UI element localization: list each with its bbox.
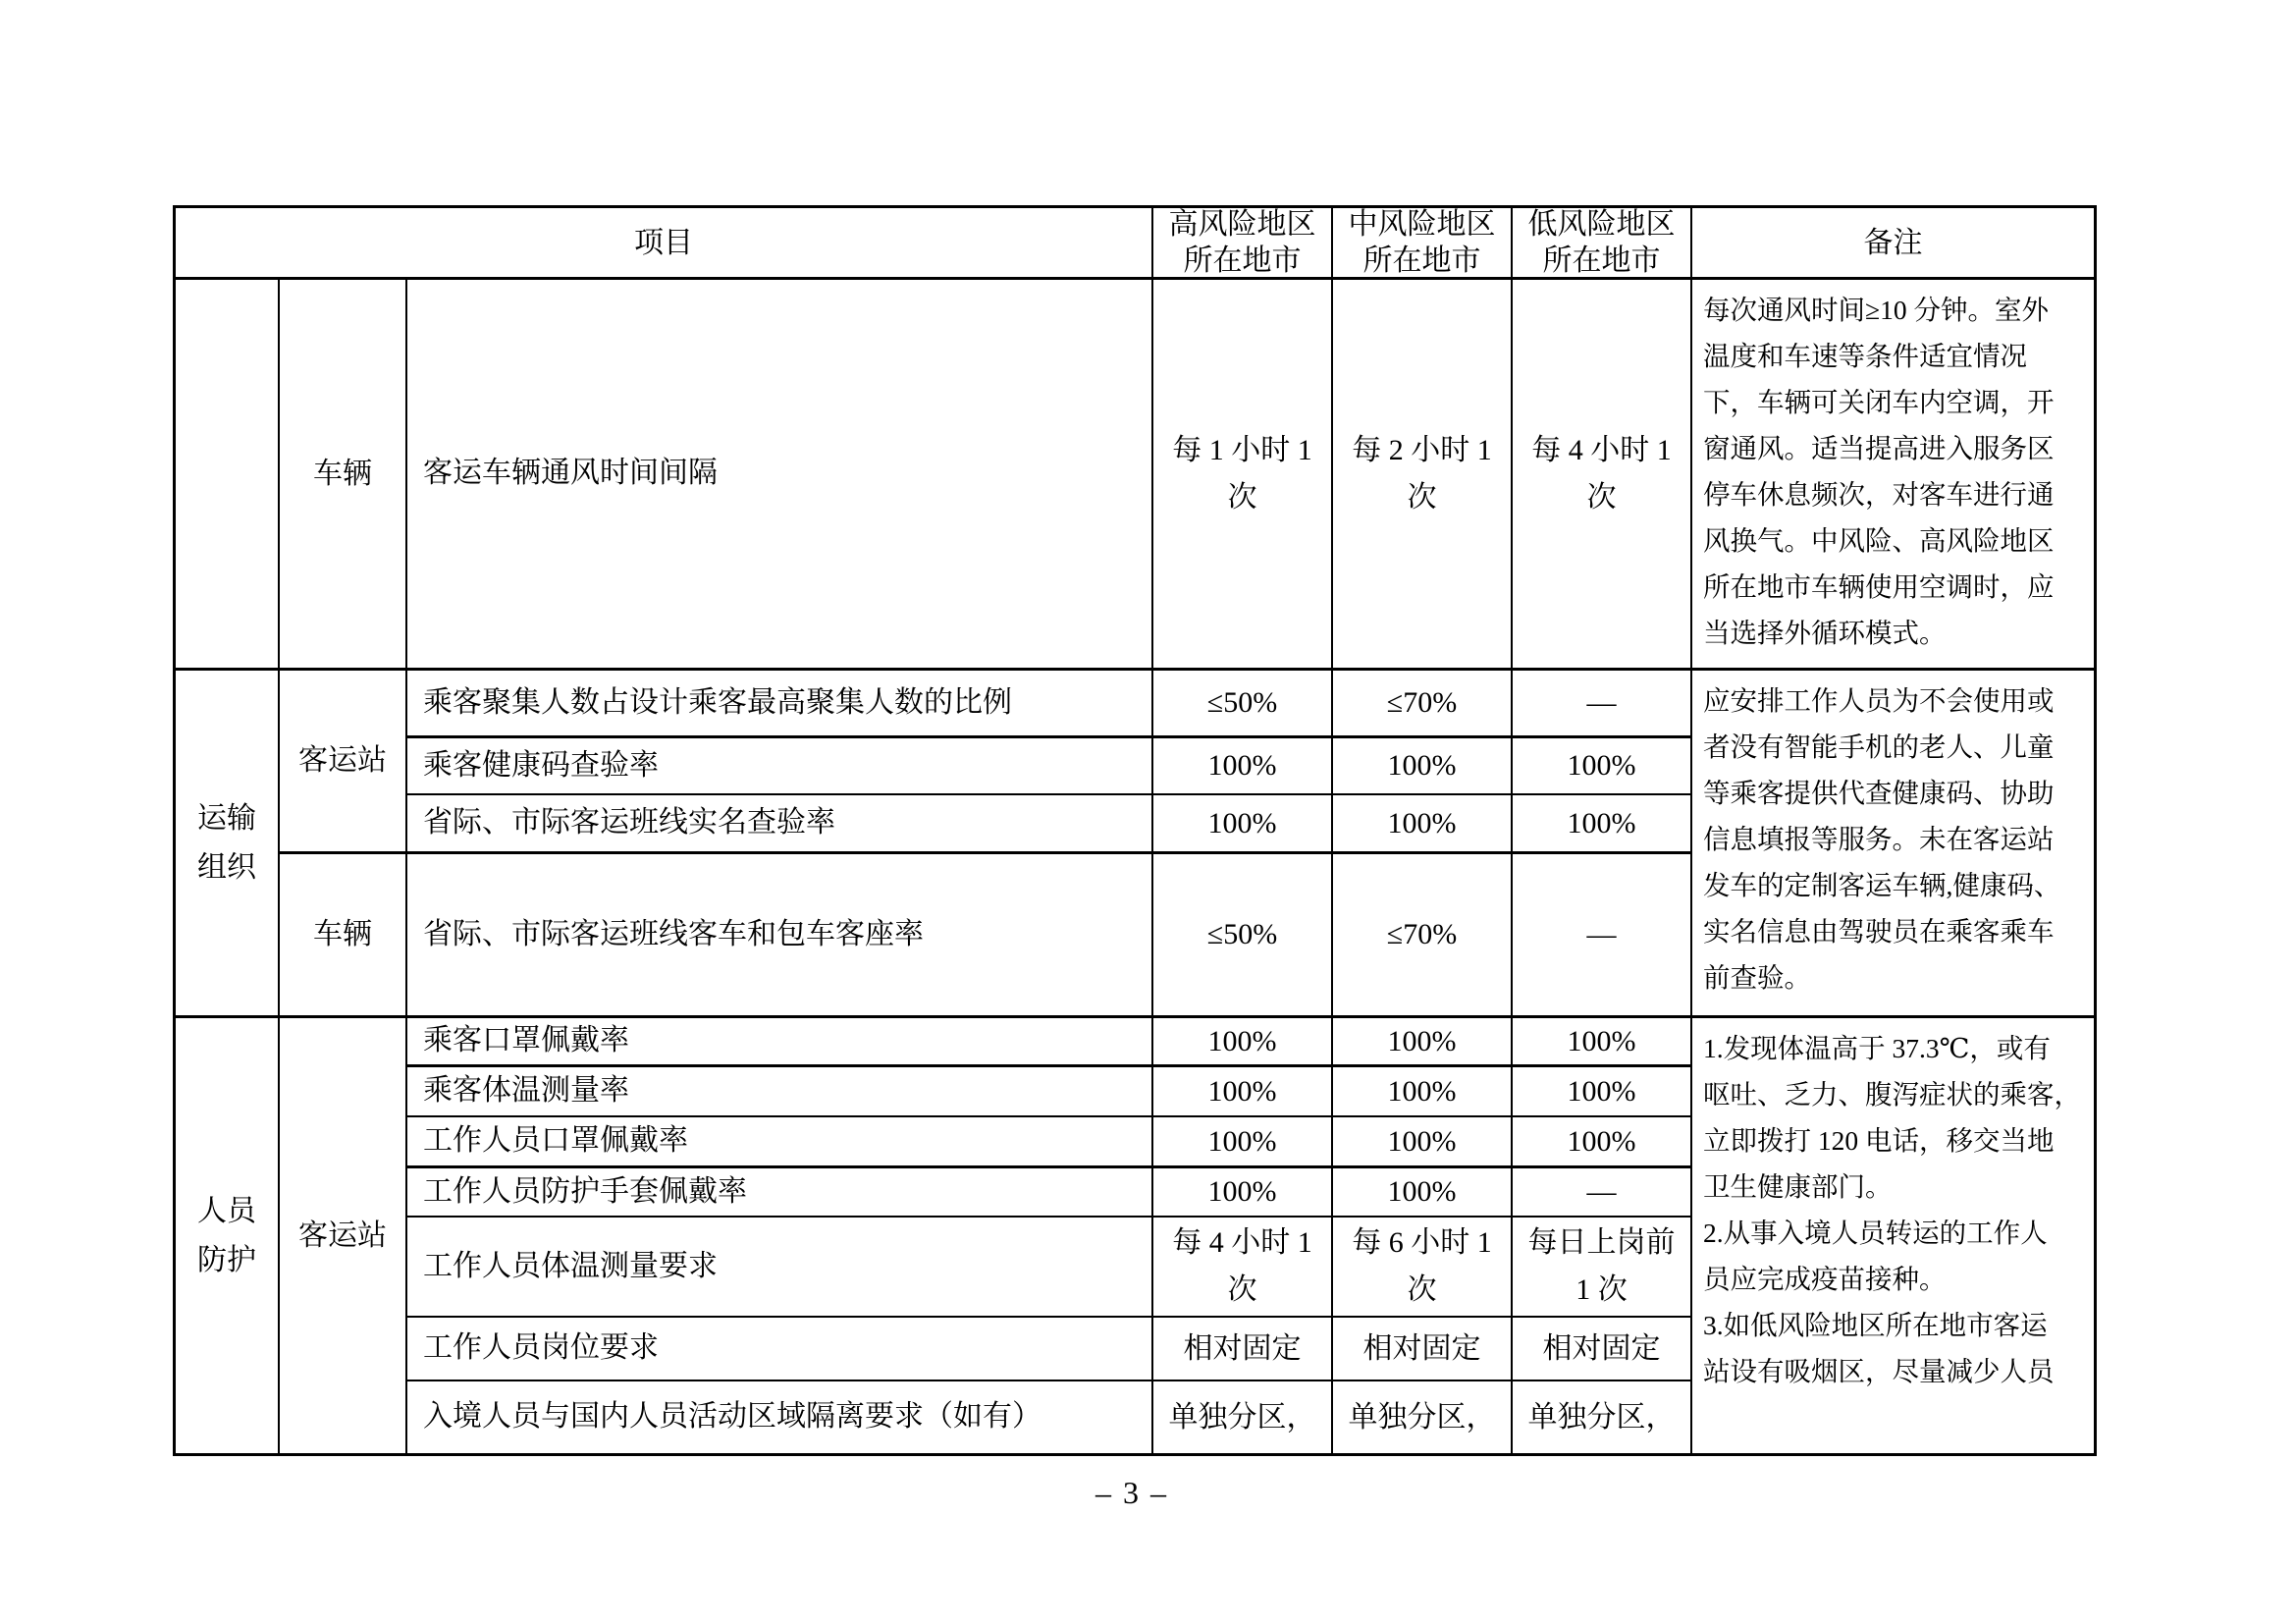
item-passenger-mask-rate: 乘客口罩佩戴率: [407, 1018, 1153, 1067]
value-low-staff-post: 相对固定: [1513, 1318, 1692, 1381]
value-mid-staff-temp: 每 6 小时 1 次: [1333, 1218, 1513, 1318]
header-mid-risk: 中风险地区 所在地市: [1333, 208, 1513, 280]
value-high-passenger-temp: 100%: [1153, 1067, 1333, 1117]
remark-ventilation: 每次通风时间≥10 分钟。室外 温度和车速等条件适宜情况 下，车辆可关闭车内空调，开 窗通风。适当提高进入服务区 停车休息频次，对客车进行通 风换气。中风险、高风险地区 所在地市车辆使用空调时，应 当选择外循环模式。: [1692, 280, 2094, 671]
value-mid-real-name: 100%: [1333, 795, 1513, 854]
value-high-staff-post: 相对固定: [1153, 1318, 1333, 1381]
item-entry-personnel-isolation: 入境人员与国内人员活动区域隔离要求（如有）: [407, 1381, 1153, 1453]
header-high-risk: 高风险地区 所在地市: [1153, 208, 1333, 280]
value-low-staff-temp: 每日上岗前 1 次: [1513, 1218, 1692, 1318]
value-high-passenger-mask: 100%: [1153, 1018, 1333, 1067]
value-mid-staff-post: 相对固定: [1333, 1318, 1513, 1381]
remark-note-1: 1.发现体温高于 37.3℃，或有 呕吐、乏力、腹泻症状的乘客， 立即拨打 120 电话，移交当地 卫生健康部门。: [1703, 1033, 2081, 1202]
value-mid-gathering: ≤70%: [1333, 671, 1513, 738]
header-remark: 备注: [1692, 208, 2094, 280]
value-high-staff-glove: 100%: [1153, 1168, 1333, 1218]
item-occupancy-rate: 省际、市际客运班线客车和包车客座率: [407, 854, 1153, 1018]
value-low-passenger-mask: 100%: [1513, 1018, 1692, 1067]
epidemic-control-table: [173, 205, 2097, 1456]
value-low-passenger-temp: 100%: [1513, 1067, 1692, 1117]
item-staff-glove-rate: 工作人员防护手套佩戴率: [407, 1168, 1153, 1218]
value-low-isolation: 单独分区，: [1513, 1381, 1692, 1453]
category-empty-cell: [176, 280, 280, 671]
value-mid-health-code: 100%: [1333, 738, 1513, 795]
value-high-isolation: 单独分区，: [1153, 1381, 1333, 1453]
category-transport-organization: 运输 组织: [176, 671, 280, 1018]
remark-note-2: 2.从事入境人员转运的工作人 员应完成疫苗接种。: [1703, 1218, 2048, 1294]
value-low-staff-mask: 100%: [1513, 1117, 1692, 1168]
remark-note-3: 3.如低风险地区所在地市客运 站设有吸烟区，尽量减少人员: [1703, 1310, 2055, 1386]
subcategory-station-transport: 客运站: [280, 671, 407, 854]
value-low-real-name: 100%: [1513, 795, 1692, 854]
item-health-code-check-rate: 乘客健康码查验率: [407, 738, 1153, 795]
value-low-gathering: —: [1513, 671, 1692, 738]
value-high-real-name: 100%: [1153, 795, 1333, 854]
value-low-ventilation: 每 4 小时 1 次: [1513, 280, 1692, 671]
value-mid-occupancy: ≤70%: [1333, 854, 1513, 1018]
value-mid-ventilation: 每 2 小时 1 次: [1333, 280, 1513, 671]
value-mid-isolation: 单独分区，: [1333, 1381, 1513, 1453]
value-mid-staff-mask: 100%: [1333, 1117, 1513, 1168]
value-mid-staff-glove: 100%: [1333, 1168, 1513, 1218]
value-high-staff-mask: 100%: [1153, 1117, 1333, 1168]
page-number: – 3 –: [1095, 1475, 1168, 1510]
remark-personnel-protection: [1692, 1018, 2094, 1453]
item-passenger-gathering-ratio: 乘客聚集人数占设计乘客最高聚集人数的比例: [407, 671, 1153, 738]
value-low-staff-glove: —: [1513, 1168, 1692, 1218]
category-personnel-protection: 人员 防护: [176, 1018, 280, 1453]
value-low-health-code: 100%: [1513, 738, 1692, 795]
subcategory-vehicle: 车辆: [280, 280, 407, 671]
subcategory-vehicle-transport: 车辆: [280, 854, 407, 1018]
remark-transport-organization: 应安排工作人员为不会使用或 者没有智能手机的老人、儿童 等乘客提供代查健康码、协助 信息填报等服务。未在客运站 发车的定制客运车辆,健康码、 实名信息由驾驶员在乘客乘车 前查验。: [1692, 671, 2094, 1018]
subcategory-station-protection: 客运站: [280, 1018, 407, 1453]
value-high-health-code: 100%: [1153, 738, 1333, 795]
value-high-gathering: ≤50%: [1153, 671, 1333, 738]
item-staff-temperature-requirement: 工作人员体温测量要求: [407, 1218, 1153, 1318]
item-passenger-temperature-rate: 乘客体温测量率: [407, 1067, 1153, 1117]
header-low-risk: 低风险地区 所在地市: [1513, 208, 1692, 280]
value-high-occupancy: ≤50%: [1153, 854, 1333, 1018]
value-high-ventilation: 每 1 小时 1 次: [1153, 280, 1333, 671]
value-high-staff-temp: 每 4 小时 1 次: [1153, 1218, 1333, 1318]
item-real-name-check-rate: 省际、市际客运班线实名查验率: [407, 795, 1153, 854]
item-staff-mask-rate: 工作人员口罩佩戴率: [407, 1117, 1153, 1168]
value-low-occupancy: —: [1513, 854, 1692, 1018]
header-item: 项目: [176, 208, 1153, 280]
item-staff-post-requirement: 工作人员岗位要求: [407, 1318, 1153, 1381]
value-mid-passenger-temp: 100%: [1333, 1067, 1513, 1117]
item-ventilation-interval: 客运车辆通风时间间隔: [407, 280, 1153, 671]
value-mid-passenger-mask: 100%: [1333, 1018, 1513, 1067]
